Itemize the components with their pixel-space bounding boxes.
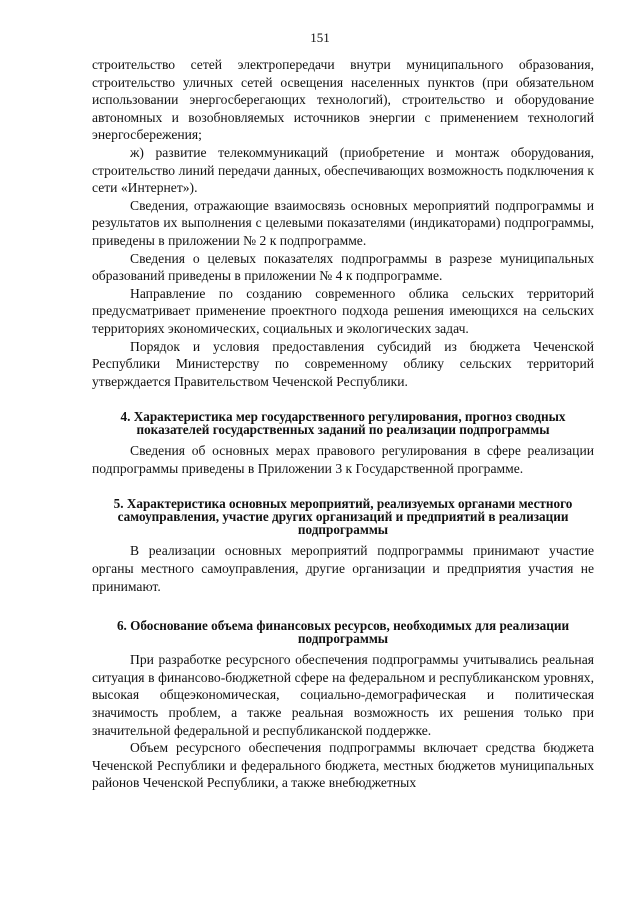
paragraph: ж) развитие телекоммуникаций (приобретение и монтаж оборудования, строительство линий передачи данных, обеспечивающих возможность подключения к сети «Интернет»). — [92, 144, 594, 196]
document-body — [92, 56, 594, 792]
section-5-heading: 5. Характеристика основных мероприятий, реализуемых органами местного самоуправления, участие других организаций и предприятий в реализации подпрограммы — [113, 496, 573, 538]
section-6-text-2: Объем ресурсного обеспечения подпрограммы включает средства бюджета Чеченской Республики и федерального бюджета, местных бюджетов муниципальных районов Чеченской Республики, а также внебюджетных — [92, 740, 594, 791]
paragraph: Порядок и условия предоставления субсидий из бюджета Чеченской Республики Министерству по современному облику сельских территорий утверждается Правительством Чеченской Республики. — [92, 338, 594, 389]
section-5-text: В реализации основных мероприятий подпрограммы принимают участие органы местного самоуправления, другие организации и предприятия участия не принимают. — [92, 543, 594, 594]
paragraph: Сведения о целевых показателях подпрограммы в разрезе муниципальных образований приведены в приложении № 4 к подпрограмме. — [92, 250, 594, 284]
section-4-text: Сведения об основных мерах правового регулирования в сфере реализации подпрограммы приведены в Приложении 3 к Государственной программе. — [92, 443, 594, 476]
section-6-text-1: При разработке ресурсного обеспечения подпрограммы учитывались реальная ситуация в финансово-бюджетной сфере на федеральном и республиканском уровнях, высокая общеэкономическая, социально-демографическая и политическая значимость проблем, а также реальная возможность их решения только при значительной федеральной и республиканской поддержке. — [92, 652, 594, 738]
section-6-heading: 6. Обоснование объема финансовых ресурсов, необходимых для реализации подпрограммы — [116, 618, 570, 647]
page-number: 151 — [310, 30, 330, 45]
section-4-heading: 4. Характеристика мер государственного регулирования, прогноз сводных показателей государственных заданий по реализации подпрограммы — [120, 409, 566, 438]
paragraph: Сведения, отражающие взаимосвязь основных мероприятий подпрограммы и результатов их выполнения с целевыми показателями (индикаторами) подпрограммы, приведены в приложении № 2 к подпрограмме. — [92, 197, 594, 248]
paragraph: Направление по созданию современного облика сельских территорий предусматривает применение проектного подхода решения имеющихся на сельских территориях экономических, социальных и экологических задач. — [92, 285, 594, 336]
paragraph: строительство сетей электропередачи внутри муниципального образования, строительство уличных сетей освещения населенных пунктов (при обязательном использовании энергосберегающих технологий), строительство и оборудование автономных и возобновляемых источников энергии с применением технологий энергосбережения; — [92, 57, 594, 143]
